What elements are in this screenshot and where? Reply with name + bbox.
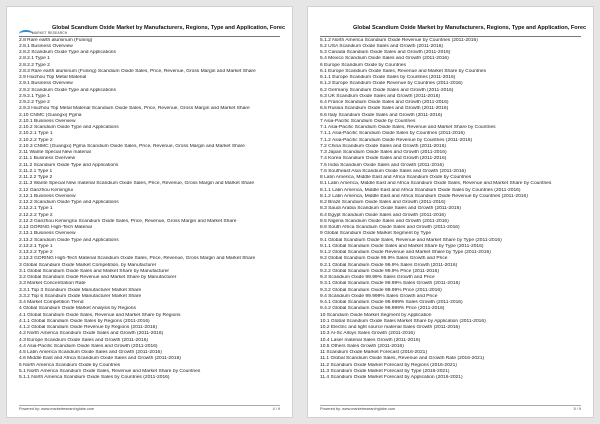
toc-entry: 6.1.1 Europe Scandium Oxide Sales by Countries (2011-2016): [320, 75, 456, 80]
toc-entry: 2.10 CNMC (Guangxi) Pgma: [19, 112, 82, 118]
toc-entry: 7.1.1 Asia-Pacific Scandium Oxide Sales by Countries (2011-2016): [320, 131, 465, 137]
toc-entry: 6.2 Germany Scandium Oxide Sales and Growth (2011-2016): [320, 87, 454, 93]
toc-entry: 2.11.2.1 Type 1: [19, 168, 53, 174]
toc-entry: 7.2 China Scandium Oxide Sales and Growth (2011-2016): [320, 143, 447, 149]
toc-entry: 2.12 Ganzhou Kemingrui: [19, 187, 74, 193]
toc-entry: 2.10.1 Business Overview: [19, 118, 76, 124]
report-title: Global Scandium Oxide Market by Manufacturers, Regions, Type and Application, Forec: [353, 25, 587, 31]
toc-entry: 8.3 Saudi Arabia Scandium Oxide Sales and Growth (2011-2016): [320, 206, 462, 212]
footer-divider: [320, 405, 581, 406]
toc-entry: 9.1.2 Global Scandium Oxide Revenue and Market Share by Type (2011-2016): [320, 250, 491, 255]
toc-entry: 8.2 Brazil Scandium Oxide Sales and Growth (2011-2016): [320, 200, 446, 205]
toc-entry: 9.4.2 Global Scandium Oxide 99.999% Price (2011-2016): [320, 306, 445, 312]
toc-entry: 2.11.1 Business Overview: [19, 156, 76, 162]
toc-entry: 2.11.2.2 Type 2: [19, 175, 53, 180]
toc-entry: 7 Asia-Pacific Scandium Oxide by Countries: [320, 118, 416, 124]
toc-entry: 2.9.3 Huizhou Top Metal Material Scandium Oxide Sales, Price, Revenue, Gross Margin and Market Share: [19, 106, 250, 112]
logo-text: MARKET RESEARCH: [32, 31, 68, 35]
toc-entry: 9.2 Global Scandium Oxide 99.9% Sales Growth and Price: [320, 256, 448, 262]
toc-entry: 9.3.2 Global Scandium Oxide 99.99% Price (2011-2016): [320, 287, 442, 293]
toc-entry: 5.3 Canada Scandium Oxide Sales and Growth (2011-2016): [320, 50, 451, 55]
toc-entry: 9.1.1 Global Scandium Oxide Sales and Market Share by Type (2011-2016): [320, 243, 484, 249]
toc-entry: 9.3 Scandium Oxide 99.99% Sales Growth and Price: [320, 275, 435, 280]
toc-entry: 3.2 Global Scandium Oxide Revenue and Market Share by Manufacturer: [19, 275, 177, 280]
toc-entry: 2.10.2.2 Type 2: [19, 137, 53, 143]
toc-entry: 2.9 Huizhou Top Metal Material: [19, 75, 87, 80]
toc-entry: 5.2 USA Scandium Oxide Sales and Growth (2011-2016): [320, 43, 444, 49]
toc-entry: 9.4 Scandium Oxide 99.999% Sales Growth and Price: [320, 293, 438, 299]
toc-entry: 6.4 France Scandium Oxide Sales and Growth (2011-2016): [320, 100, 449, 105]
toc-entry: 9.1 Global Scandium Oxide Sales, Revenue and Market Share by Type (2011-2016): [320, 237, 502, 243]
toc-entry: 2.8 Rare earth aluminum (Funing): [19, 37, 93, 43]
footer-divider: [19, 405, 280, 406]
toc-entry: 2.10.3 CNMC (Guangxi) Pgma Scandium Oxide Sales, Price, Revenue, Gross Margin and Market Share: [19, 143, 245, 149]
toc-entry: 9.4.1 Global Scandium Oxide 99.999% Sales Growth (2011-2016): [320, 300, 463, 305]
toc-entry: 4.5 Latin America Scandium Oxide Sales and Growth (2011-2016): [19, 350, 162, 355]
toc-entry: 4.4 Asia-Pacific Scandium Oxide Sales and Growth (2011-2016): [19, 343, 158, 349]
toc-entry: 2.9.1 Business Overview: [19, 81, 73, 87]
toc-entry: 7.1.2 Asia-Pacific Scandium Oxide Revenue by Countries (2011-2016): [320, 137, 473, 143]
toc-entry: 3 Global Scandium Oxide Market Competition, by Manufacturer: [19, 262, 157, 268]
toc-entry: 2.9.2 Scandium Oxide Type and Applications: [19, 87, 116, 93]
toc-entry: 6.6 Italy Scandium Oxide Sales and Growth (2011-2016): [320, 112, 443, 118]
toc-entry: 8.1 Latin America, Middle East and Africa Scandium Oxide Sales, Revenue and Market Share by Countries: [320, 181, 552, 187]
toc-entry: 2.12.2.2 Type 2: [19, 212, 53, 218]
toc-entry: 11 Scandium Oxide Market Forecast (2016-2021): [320, 350, 428, 355]
toc-entry: 2.13.1 Business Overview: [19, 231, 76, 237]
toc-entry: 7.6 Southeast Asia Scandium Oxide Sales and Growth (2011-2016): [320, 168, 466, 174]
toc-entry: 11.4 Scandium Oxide Market Forecast by Application (2016-2021): [320, 375, 463, 380]
toc-entry: 4.6 Middle East and Africa Scandium Oxide Sales and Growth (2011-2016): [19, 356, 181, 362]
toc-entry: 2.8.2.2 Type 2: [19, 62, 50, 68]
toc-entry: 6.5 Russia Scandium Oxide Sales and Growth (2011-2016): [320, 106, 449, 112]
toc-entry: 3.1 Global Scandium Oxide Sales and Market Share by Manufacturer: [19, 268, 170, 274]
toc-entry: 10 Scandium Oxide Market Segment by Application: [320, 312, 432, 318]
toc-entry: 8 Latin America, Middle East and Africa Scandium Oxide by Countries: [320, 175, 472, 180]
table-of-contents: [19, 38, 284, 382]
toc-entry: 8.4 Egypt Scandium Oxide Sales and Growth (2011-2016): [320, 212, 446, 218]
toc-entry: 2.10.2 Scandium Oxide Type and Applications: [19, 125, 119, 130]
document-page-left: [6, 6, 293, 418]
toc-entry: 3.3.2 Top 6 Scandium Oxide Manufacturer Market Share: [19, 293, 142, 299]
toc-entry: 2.11 Wante Special New material: [19, 150, 91, 155]
toc-entry: 2.8.1 Business Overview: [19, 43, 73, 49]
toc-entry: 8.5 Nigeria Scandium Oxide Sales and Growth (2011-2016): [320, 218, 449, 224]
toc-entry: 7.5 India Scandium Oxide Sales and Growth (2011-2016): [320, 162, 444, 168]
toc-entry: 2.12.1 Business Overview: [19, 193, 76, 199]
toc-entry: 4.1 Global Scandium Oxide Sales, Revenue and Market Share by Regions: [19, 312, 181, 318]
toc-entry: 2.12.3 Ganzhou Kemingrui Scandium Oxide Sales, Price, Revenue, Gross Margin and Market Share: [19, 218, 237, 224]
toc-entry: 3.3 Market Concentration Rate: [19, 281, 86, 287]
toc-entry: 2.8.3 Rare earth aluminum (Funing) Scandium Oxide Sales, Price, Revenue, Gross Margin and Market Share: [19, 68, 256, 74]
toc-entry: 6.1 Europe Scandium Oxide Sales, Revenue and Market Share by Countries: [320, 68, 487, 74]
toc-entry: 2.13.2 Scandium Oxide Type and Applications: [19, 237, 119, 243]
toc-entry: 7.1 Asia-Pacific Scandium Oxide Sales, Revenue and Market Share by Countries: [320, 125, 496, 130]
toc-entry: 3.4 Market Competition Trend: [19, 300, 84, 305]
document-page-right: [307, 6, 594, 418]
toc-entry: 8.6 South Africa Scandium Oxide Sales and Growth (2011-2016): [320, 225, 460, 230]
toc-entry: 9.2.1 Global Scandium Oxide 99.9% Sales Growth (2011-2016): [320, 262, 458, 268]
toc-entry: 4 Global Scandium Oxide Market Analysis by Regions: [19, 306, 136, 312]
toc-entry: 10.5 Others Sales Growth (2011-2016): [320, 343, 404, 349]
toc-entry: 11.2 Scandium Oxide Market Forecast by Regions (2016-2021): [320, 362, 457, 368]
toc-entry: 2.10.2.1 Type 1: [19, 131, 53, 137]
toc-entry: 5.4 Mexico Scandium Oxide Sales and Growth (2011-2016): [320, 56, 449, 62]
toc-entry: 11.3 Scandium Oxide Market Forecast by Type (2016-2021): [320, 368, 450, 374]
toc-entry: 5 North America Scandium Oxide by Countries: [19, 362, 121, 368]
toc-entry: 10.4 Laser material Sales Growth (2011-2016): [320, 337, 421, 343]
toc-entry: 2.13 GORING High-Tech Material: [19, 225, 92, 230]
page-number: 4 / 9: [272, 407, 280, 411]
toc-entry: 9.2.2 Global Scandium Oxide 99.9% Price (2011-2016): [320, 268, 439, 274]
toc-entry: 7.3 Japan Scandium Oxide Sales and Growth (2011-2016): [320, 150, 447, 155]
toc-entry: 3.3.1 Top 3 Scandium Oxide Manufacturer Market Share: [19, 287, 142, 293]
footer-source: Powered by: www.marketresearchglobe.com: [320, 407, 396, 411]
toc-entry: 6 Europe Scandium Oxide by Countries: [320, 62, 406, 68]
toc-entry: 6.1.2 Europe Scandium Oxide Revenue by Countries (2011-2016): [320, 81, 463, 87]
toc-entry: 6.3 UK Scandium Oxide Sales and Growth (2011-2016): [320, 93, 441, 99]
toc-entry: 8.1.2 Latin America, Middle East and Africa Scandium Oxide Revenue by Countries (2011-2016): [320, 193, 528, 199]
footer-source: Powered by: www.marketresearchglobe.com: [19, 407, 95, 411]
toc-entry: 2.11.2 Scandium Oxide Type and Applications: [19, 162, 119, 168]
toc-entry: 2.9.2.1 Type 1: [19, 93, 50, 99]
toc-entry: 4.1.2 Global Scandium Oxide Revenue by Regions (2011-2016): [19, 325, 158, 330]
toc-entry: 7.4 Korea Scandium Oxide Sales and Growth (2011-2016): [320, 156, 447, 162]
toc-entry: 8.1.1 Latin America, Middle East and Africa Scandium Oxide Sales by Countries (2011-2016): [320, 187, 521, 193]
toc-entry: 2.13.3 GORING High-Tech Material Scandium Oxide Sales, Price, Revenue, Gross Margin and Market Share: [19, 256, 256, 262]
toc-entry: 11.1 Global Scandium Oxide Sales, Revenue and Growth Rate (2016-2021): [320, 356, 485, 362]
report-title: Global Scandium Oxide Market by Manufacturers, Regions, Type and Application, Forec: [52, 25, 286, 31]
toc-entry: 5.1 North America Scandium Oxide Sales, Revenue and Market Share by Countries: [19, 368, 201, 374]
toc-entry: 2.9.2.2 Type 2: [19, 100, 50, 105]
toc-entry: 2.13.2.1 Type 1: [19, 243, 53, 249]
toc-entry: 5.1.2 North America Scandium Oxide Revenue by Countries (2011-2016): [320, 37, 478, 43]
toc-entry: 9 Global Scandium Oxide Market Segment by Type: [320, 231, 432, 237]
toc-entry: 10.1 Global Scandium Oxide Sales Market Share by Application (2011-2016): [320, 318, 486, 324]
toc-entry: 2.12.2.1 Type 1: [19, 206, 53, 212]
toc-entry: 9.3.1 Global Scandium Oxide 99.99% Sales Growth (2011-2016): [320, 281, 460, 287]
toc-entry: 10.3 Al-Sc Alloys Sales Growth (2011-2016): [320, 331, 415, 337]
toc-entry: 2.8.2.1 Type 1: [19, 56, 50, 62]
toc-entry: 2.11.3 Wante Special New material Scandium Oxide Sales, Price, Revenue, Gross Margin and Market Share: [19, 181, 255, 187]
toc-entry: 2.8.2 Scandium Oxide Type and Applications: [19, 50, 116, 55]
table-of-contents: [320, 38, 585, 382]
toc-entry: 4.3 Europe Scandium Oxide Sales and Growth (2011-2016): [19, 337, 149, 343]
toc-entry: 2.12.2 Scandium Oxide Type and Applications: [19, 200, 119, 205]
toc-entry: 5.1.1 North America Scandium Oxide Sales by Countries (2011-2016): [19, 375, 170, 380]
toc-entry: 10.2 Electric and light source material Sales Growth (2011-2016): [320, 325, 460, 330]
toc-entry: 4.2 North America Scandium Oxide Sales and Growth (2011-2016): [19, 331, 164, 337]
page-number: 5 / 9: [573, 407, 581, 411]
toc-entry: 4.1.1 Global Scandium Oxide Sales by Regions (2011-2016): [19, 318, 150, 324]
toc-entry: 2.13.2.2 Type 2: [19, 250, 53, 255]
